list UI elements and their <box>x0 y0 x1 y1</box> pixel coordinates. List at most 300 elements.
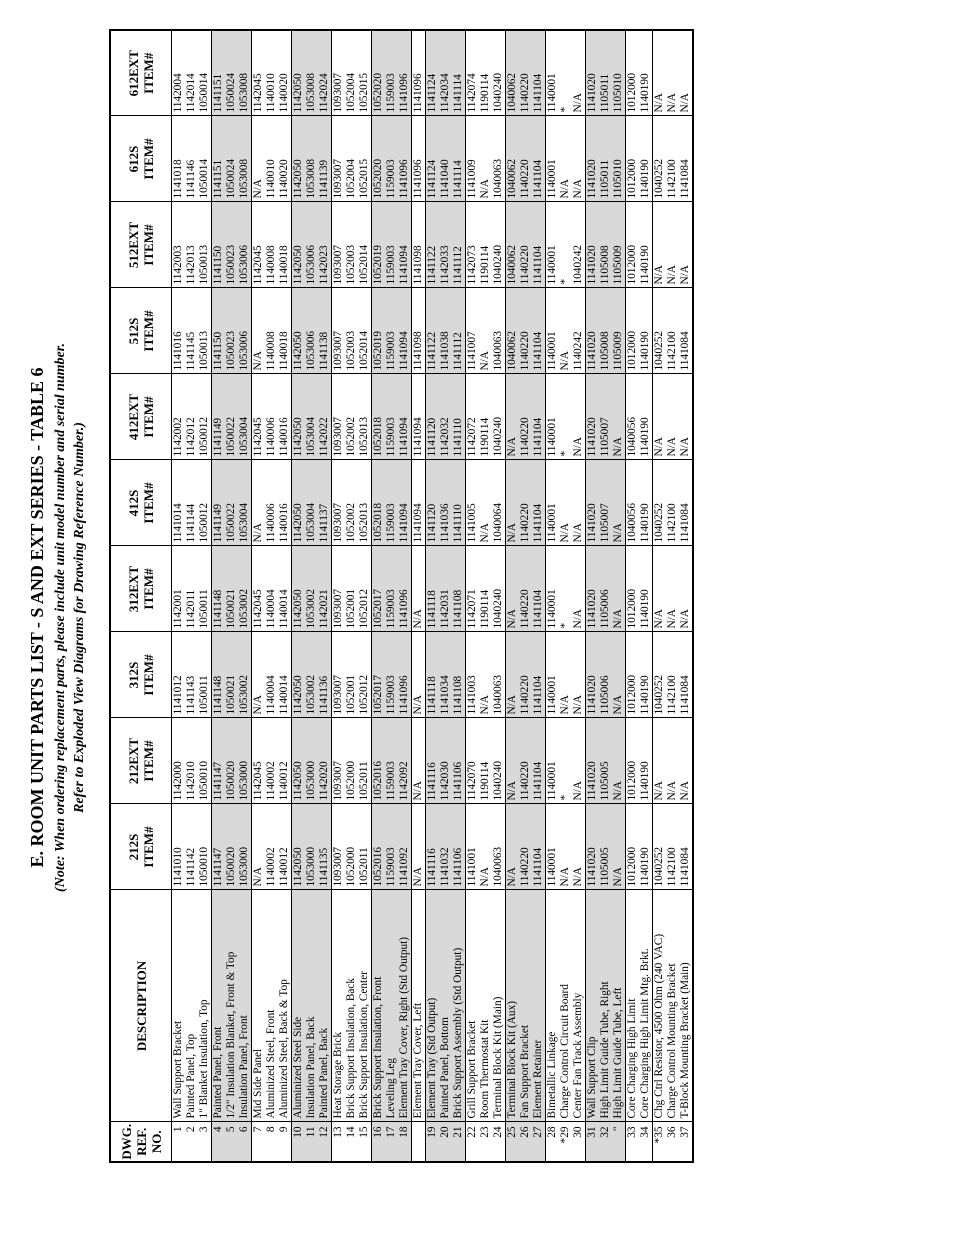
item-number-cell: 1141020 <box>586 202 600 288</box>
item-number-cell: 1140220 <box>519 460 532 546</box>
description-cell: High Limit Guide Tube, Left <box>612 890 626 1122</box>
item-number-cell: 1141084 <box>679 460 693 546</box>
item-number-cell: 1140004 <box>265 546 278 632</box>
item-number-cell: 1140012 <box>278 804 292 890</box>
item-number-cell: 1012000 <box>626 116 640 202</box>
item-number-cell: 1053008 <box>238 116 252 202</box>
item-number-cell: 1159003 <box>385 632 398 718</box>
ref-no-cell: 24 <box>492 1122 506 1162</box>
item-number-cell: 1052017 <box>372 546 386 632</box>
description-cell: Painted Panel, Back <box>318 890 332 1122</box>
item-number-cell: 1142045 <box>252 202 266 288</box>
item-number-cell: 1140220 <box>519 632 532 718</box>
header-model-column: 212EXT ITEM# <box>110 718 172 804</box>
ref-no-cell: 19 <box>426 1122 440 1162</box>
item-number-cell: 1140190 <box>639 202 653 288</box>
reference-note: Refer to Exploded View Diagrams for Drawing Reference Number.) <box>72 422 87 813</box>
item-number-cell: N/A <box>559 804 572 890</box>
item-number-cell: 1050023 <box>225 288 238 374</box>
item-number-cell: 1141106 <box>452 804 466 890</box>
item-number-cell: 1142050 <box>292 374 306 460</box>
item-number-cell: 1141136 <box>318 632 332 718</box>
description-cell: Aluminized Steel, Back & Top <box>278 890 292 1122</box>
item-number-cell: 1053008 <box>305 116 318 202</box>
item-number-cell: 1052013 <box>358 460 372 546</box>
item-number-cell: 1190114 <box>479 718 492 804</box>
item-number-cell: 1052001 <box>345 546 358 632</box>
item-number-cell: 1141104 <box>532 116 546 202</box>
item-number-cell: 1052016 <box>372 718 386 804</box>
item-number-cell: N/A <box>612 632 626 718</box>
item-number-cell: 1140001 <box>546 116 560 202</box>
ref-no-cell: 12 <box>318 1122 332 1162</box>
ref-no-cell: 11 <box>305 1122 318 1162</box>
item-number-cell: 1140002 <box>265 718 278 804</box>
item-number-cell: 1040252 <box>653 804 667 890</box>
item-number-cell: N/A <box>412 718 426 804</box>
item-number-cell: N/A <box>666 30 679 116</box>
item-number-cell: 1050010 <box>198 718 212 804</box>
item-number-cell: N/A <box>479 632 492 718</box>
header-model-column: 412S ITEM# <box>110 460 172 546</box>
item-number-cell: 1142012 <box>185 374 198 460</box>
item-number-cell: 1040240 <box>492 718 506 804</box>
ref-no-cell: 15 <box>358 1122 372 1162</box>
table-row <box>492 30 506 1162</box>
item-number-cell: 1159003 <box>385 460 398 546</box>
item-number-cell: N/A <box>679 718 693 804</box>
item-number-cell: 1040056 <box>626 374 640 460</box>
table-row <box>238 30 252 1162</box>
table-row <box>198 30 212 1162</box>
item-number-cell: 1052003 <box>345 288 358 374</box>
item-number-cell: 1159003 <box>385 718 398 804</box>
item-number-cell: 1140190 <box>639 804 653 890</box>
item-number-cell: 1141151 <box>212 30 226 116</box>
item-number-cell: 1141104 <box>532 718 546 804</box>
item-number-cell: 1142031 <box>439 546 452 632</box>
item-number-cell: 1105008 <box>599 288 612 374</box>
item-number-cell: 1141149 <box>212 374 226 460</box>
table-row <box>426 30 440 1162</box>
item-number-cell: N/A <box>559 632 572 718</box>
item-number-cell: 1142045 <box>252 30 266 116</box>
item-number-cell: 1052020 <box>372 116 386 202</box>
item-number-cell: 1105005 <box>599 804 612 890</box>
item-number-cell: N/A <box>653 546 667 632</box>
item-number-cell: 1105006 <box>599 632 612 718</box>
item-number-cell: 1142020 <box>318 718 332 804</box>
table-row <box>225 30 238 1162</box>
table-row <box>506 30 520 1162</box>
item-number-cell: 1140220 <box>519 116 532 202</box>
header-model-column: 612S ITEM# <box>110 116 172 202</box>
item-number-cell: N/A <box>252 632 266 718</box>
item-number-cell: 1140190 <box>639 374 653 460</box>
item-number-cell: N/A <box>559 116 572 202</box>
item-number-cell: 1093007 <box>332 804 346 890</box>
item-number-cell: 1052017 <box>372 632 386 718</box>
item-number-cell: 1141032 <box>439 804 452 890</box>
item-number-cell: N/A <box>412 804 426 890</box>
item-number-cell: 1140008 <box>265 288 278 374</box>
ref-no-cell: 36 <box>666 1122 679 1162</box>
item-number-cell: 1053004 <box>238 460 252 546</box>
item-number-cell: N/A <box>666 374 679 460</box>
item-number-cell: N/A <box>572 30 586 116</box>
item-number-cell: 1141124 <box>426 116 440 202</box>
item-number-cell: 1141010 <box>172 804 186 890</box>
item-number-cell: 1142050 <box>292 460 306 546</box>
item-number-cell: 1190114 <box>479 374 492 460</box>
item-number-cell: 1142014 <box>185 30 198 116</box>
table-row <box>546 30 560 1162</box>
header-model-column: 312S ITEM# <box>110 632 172 718</box>
item-number-cell: 1141020 <box>586 30 600 116</box>
description-cell: Wall Support Clip <box>586 890 600 1122</box>
table-row <box>572 30 586 1162</box>
item-number-cell: 1141020 <box>586 804 600 890</box>
item-number-cell: 1053002 <box>238 632 252 718</box>
item-number-cell: 1140190 <box>639 460 653 546</box>
item-number-cell: 1141144 <box>185 460 198 546</box>
item-number-cell: 1141092 <box>398 804 412 890</box>
item-number-cell: 1012000 <box>626 30 640 116</box>
description-cell: Painted Panel, Front <box>212 890 226 1122</box>
table-row <box>305 30 318 1162</box>
item-number-cell: N/A <box>559 460 572 546</box>
item-number-cell: N/A <box>479 116 492 202</box>
item-number-cell: 1142050 <box>292 116 306 202</box>
item-number-cell: 1142045 <box>252 374 266 460</box>
ref-no-cell: 21 <box>452 1122 466 1162</box>
item-number-cell: 1140014 <box>278 632 292 718</box>
item-number-cell: 1141110 <box>452 374 466 460</box>
description-cell: Heat Storage Brick <box>332 890 346 1122</box>
item-number-cell: 1050010 <box>198 804 212 890</box>
item-number-cell: 1140190 <box>639 116 653 202</box>
item-number-cell: 1142100 <box>666 632 679 718</box>
item-number-cell: N/A <box>252 460 266 546</box>
item-number-cell: 1140001 <box>546 718 560 804</box>
item-number-cell: 1140190 <box>639 632 653 718</box>
item-number-cell: 1105011 <box>599 116 612 202</box>
item-number-cell: 1052015 <box>358 116 372 202</box>
item-number-cell: 1141104 <box>532 374 546 460</box>
ref-no-cell: 2 <box>185 1122 198 1162</box>
item-number-cell: 1050024 <box>225 116 238 202</box>
item-number-cell: 1159003 <box>385 30 398 116</box>
item-number-cell: * <box>559 202 572 288</box>
item-number-cell: 1142045 <box>252 546 266 632</box>
item-number-cell: 1141138 <box>318 288 332 374</box>
ref-no-cell: *29 <box>559 1122 572 1162</box>
item-number-cell: 1140020 <box>278 116 292 202</box>
item-number-cell: 1141096 <box>398 546 412 632</box>
item-number-cell: 1040064 <box>492 460 506 546</box>
item-number-cell: 1141104 <box>532 632 546 718</box>
item-number-cell: 1141120 <box>426 460 440 546</box>
item-number-cell: 1052004 <box>345 116 358 202</box>
item-number-cell: 1141020 <box>586 460 600 546</box>
table-row <box>372 30 386 1162</box>
item-number-cell: 1140001 <box>546 546 560 632</box>
item-number-cell: 1040240 <box>492 202 506 288</box>
item-number-cell: 1141036 <box>439 460 452 546</box>
parts-table-container <box>109 31 893 1163</box>
item-number-cell: 1052002 <box>345 460 358 546</box>
item-number-cell: 1142011 <box>185 546 198 632</box>
ref-no-cell: 22 <box>466 1122 480 1162</box>
item-number-cell: 1141150 <box>212 202 226 288</box>
item-number-cell: N/A <box>479 288 492 374</box>
item-number-cell: 1105007 <box>599 460 612 546</box>
header-model-column: 412EXT ITEM# <box>110 374 172 460</box>
item-number-cell: 1142033 <box>439 202 452 288</box>
item-number-cell: 1140001 <box>546 374 560 460</box>
item-number-cell: 1052016 <box>372 804 386 890</box>
table-body <box>172 30 694 1162</box>
description-cell: Chg Ctrl Resistor, 4500 Ohm (240 VAC) <box>653 890 667 1122</box>
item-number-cell: 1159003 <box>385 804 398 890</box>
item-number-cell: 1142100 <box>666 288 679 374</box>
ref-no-cell: 20 <box>439 1122 452 1162</box>
item-number-cell: N/A <box>252 288 266 374</box>
item-number-cell: 1141112 <box>452 202 466 288</box>
table-row <box>252 30 266 1162</box>
item-number-cell: 1050012 <box>198 374 212 460</box>
header-model-column: 512EXT ITEM# <box>110 202 172 288</box>
item-number-cell: 1140016 <box>278 460 292 546</box>
item-number-cell: 1142050 <box>292 632 306 718</box>
item-number-cell: 1053008 <box>305 30 318 116</box>
item-number-cell: 1141146 <box>185 116 198 202</box>
item-number-cell: 1052019 <box>372 202 386 288</box>
item-number-cell: 1053000 <box>238 804 252 890</box>
item-number-cell: 1040062 <box>506 288 520 374</box>
item-number-cell: N/A <box>679 546 693 632</box>
item-number-cell: 1040252 <box>653 116 667 202</box>
ref-no-cell: 17 <box>385 1122 398 1162</box>
item-number-cell: 1040062 <box>506 30 520 116</box>
ref-no-cell: 8 <box>265 1122 278 1162</box>
item-number-cell: 1141122 <box>426 288 440 374</box>
table-row <box>212 30 226 1162</box>
item-number-cell: 1040063 <box>492 632 506 718</box>
description-cell: Insulation Panel, Back <box>305 890 318 1122</box>
item-number-cell: N/A <box>653 30 667 116</box>
item-number-cell: N/A <box>612 374 626 460</box>
item-number-cell: 1050011 <box>198 632 212 718</box>
item-number-cell: 1190114 <box>479 202 492 288</box>
item-number-cell: N/A <box>572 116 586 202</box>
item-number-cell: 1142073 <box>466 202 480 288</box>
item-number-cell: 1053000 <box>305 718 318 804</box>
item-number-cell: 1141020 <box>586 116 600 202</box>
item-number-cell: 1040056 <box>626 460 640 546</box>
item-number-cell: 1050013 <box>198 288 212 374</box>
item-number-cell: 1140020 <box>278 30 292 116</box>
item-number-cell: 1105011 <box>599 30 612 116</box>
item-number-cell: 1052000 <box>345 718 358 804</box>
item-number-cell: 1105010 <box>612 30 626 116</box>
ordering-note: (Note: When ordering replacement parts, please include unit model number and serial number. <box>53 343 68 892</box>
item-number-cell: 1053006 <box>238 288 252 374</box>
item-number-cell: 1142070 <box>466 718 480 804</box>
item-number-cell: 1040240 <box>492 546 506 632</box>
item-number-cell: 1050023 <box>225 202 238 288</box>
item-number-cell: 1141001 <box>466 804 480 890</box>
item-number-cell: 1040062 <box>506 202 520 288</box>
item-number-cell: 1141020 <box>586 632 600 718</box>
item-number-cell: 1040252 <box>653 460 667 546</box>
ref-no-cell: 4 <box>212 1122 226 1162</box>
item-number-cell: 1093007 <box>332 546 346 632</box>
table-row <box>278 30 292 1162</box>
item-number-cell: 1140220 <box>519 288 532 374</box>
item-number-cell: 1040063 <box>492 804 506 890</box>
item-number-cell: 1050011 <box>198 546 212 632</box>
item-number-cell: 1053004 <box>238 374 252 460</box>
item-number-cell: 1190114 <box>479 546 492 632</box>
item-number-cell: 1140190 <box>639 718 653 804</box>
item-number-cell: 1105009 <box>612 288 626 374</box>
description-cell: Aluminized Steel Side <box>292 890 306 1122</box>
item-number-cell: 1052012 <box>358 632 372 718</box>
ref-no-cell: 18 <box>398 1122 412 1162</box>
description-cell: Bimetallic Linkage <box>546 890 560 1122</box>
description-cell: Brick Support Assembly (Std Output) <box>452 890 466 1122</box>
description-cell: Brick Support Insulation, Center <box>358 890 372 1122</box>
item-number-cell: 1052018 <box>372 374 386 460</box>
item-number-cell: 1093007 <box>332 288 346 374</box>
item-number-cell: 1142032 <box>439 374 452 460</box>
description-cell: Core Charging High Limit Mtg. Brkt. <box>639 890 653 1122</box>
item-number-cell: 1141098 <box>412 202 426 288</box>
table-row <box>479 30 492 1162</box>
ref-no-cell: 37 <box>679 1122 693 1162</box>
item-number-cell: 1142100 <box>666 460 679 546</box>
item-number-cell: 1141094 <box>398 374 412 460</box>
item-number-cell: 1040240 <box>492 374 506 460</box>
ref-no-cell: 28 <box>546 1122 560 1162</box>
item-number-cell: 1140001 <box>546 804 560 890</box>
item-number-cell: 1052012 <box>358 546 372 632</box>
item-number-cell: 1050013 <box>198 202 212 288</box>
ref-no-cell: 10 <box>292 1122 306 1162</box>
item-number-cell: 1053002 <box>238 546 252 632</box>
item-number-cell: 1141104 <box>532 460 546 546</box>
item-number-cell: 1052003 <box>345 202 358 288</box>
table-row <box>679 30 693 1162</box>
ref-no-cell: 6 <box>238 1122 252 1162</box>
ref-no-cell: 30 <box>572 1122 586 1162</box>
item-number-cell: 1142072 <box>466 374 480 460</box>
item-number-cell: 1050020 <box>225 718 238 804</box>
item-number-cell: 1141084 <box>679 632 693 718</box>
item-number-cell: N/A <box>612 804 626 890</box>
item-number-cell: 1141124 <box>426 30 440 116</box>
item-number-cell: 1142034 <box>439 30 452 116</box>
item-number-cell: 1142001 <box>172 546 186 632</box>
item-number-cell: N/A <box>572 718 586 804</box>
item-number-cell: 1142002 <box>172 374 186 460</box>
item-number-cell: 1141018 <box>172 116 186 202</box>
item-number-cell: 1050024 <box>225 30 238 116</box>
description-cell: Terminal Block Kit (Aux) <box>506 890 520 1122</box>
item-number-cell: 1141104 <box>532 30 546 116</box>
item-number-cell: 1053004 <box>305 374 318 460</box>
item-number-cell: 1141122 <box>426 202 440 288</box>
item-number-cell: 1093007 <box>332 460 346 546</box>
item-number-cell: 1141108 <box>452 632 466 718</box>
item-number-cell: * <box>559 374 572 460</box>
table-row <box>626 30 640 1162</box>
ref-no-cell: 1 <box>172 1122 186 1162</box>
item-number-cell: 1141150 <box>212 288 226 374</box>
item-number-cell: 1141034 <box>439 632 452 718</box>
item-number-cell: 1142000 <box>172 718 186 804</box>
item-number-cell: N/A <box>559 288 572 374</box>
item-number-cell: 1012000 <box>626 202 640 288</box>
ref-no-cell: 23 <box>479 1122 492 1162</box>
item-number-cell: 1050021 <box>225 632 238 718</box>
item-number-cell: N/A <box>666 546 679 632</box>
description-cell: 1" Blanket Insulation, Top <box>198 890 212 1122</box>
item-number-cell: 1050020 <box>225 804 238 890</box>
table-row <box>586 30 600 1162</box>
item-number-cell: 1141094 <box>412 374 426 460</box>
table-row <box>172 30 186 1162</box>
item-number-cell: 1142050 <box>292 288 306 374</box>
item-number-cell: 1140012 <box>278 718 292 804</box>
description-cell: Aluminized Steel, Front <box>265 890 278 1122</box>
table-header-row <box>110 30 172 1162</box>
item-number-cell: 1053002 <box>305 546 318 632</box>
item-number-cell: N/A <box>666 718 679 804</box>
item-number-cell: 1140220 <box>519 546 532 632</box>
page-title: E. ROOM UNIT PARTS LIST - S AND EXT SERIES - TABLE 6 <box>27 367 47 868</box>
item-number-cell: 1190114 <box>479 30 492 116</box>
item-number-cell: 1052004 <box>345 30 358 116</box>
item-number-cell: 1053006 <box>305 288 318 374</box>
description-cell: Mid Side Panel <box>252 890 266 1122</box>
item-number-cell: 1093007 <box>332 718 346 804</box>
item-number-cell: 1142021 <box>318 546 332 632</box>
item-number-cell: 1141040 <box>439 116 452 202</box>
item-number-cell: 1140018 <box>278 202 292 288</box>
item-number-cell: 1053004 <box>305 460 318 546</box>
item-number-cell: 1159003 <box>385 116 398 202</box>
item-number-cell: 1040252 <box>653 288 667 374</box>
item-number-cell: N/A <box>612 546 626 632</box>
item-number-cell: 1141104 <box>532 288 546 374</box>
ref-no-cell: 27 <box>532 1122 546 1162</box>
table-row <box>439 30 452 1162</box>
item-number-cell: 1052000 <box>345 804 358 890</box>
item-number-cell: 1141104 <box>532 804 546 890</box>
item-number-cell: 1052011 <box>358 804 372 890</box>
ref-no-cell: 31 <box>586 1122 600 1162</box>
item-number-cell: 1141098 <box>412 288 426 374</box>
item-number-cell: 1142092 <box>398 718 412 804</box>
item-number-cell: N/A <box>412 632 426 718</box>
item-number-cell: 1053000 <box>305 804 318 890</box>
item-number-cell: 1140190 <box>639 288 653 374</box>
table-row <box>318 30 332 1162</box>
item-number-cell: N/A <box>412 546 426 632</box>
item-number-cell: 1105010 <box>612 116 626 202</box>
